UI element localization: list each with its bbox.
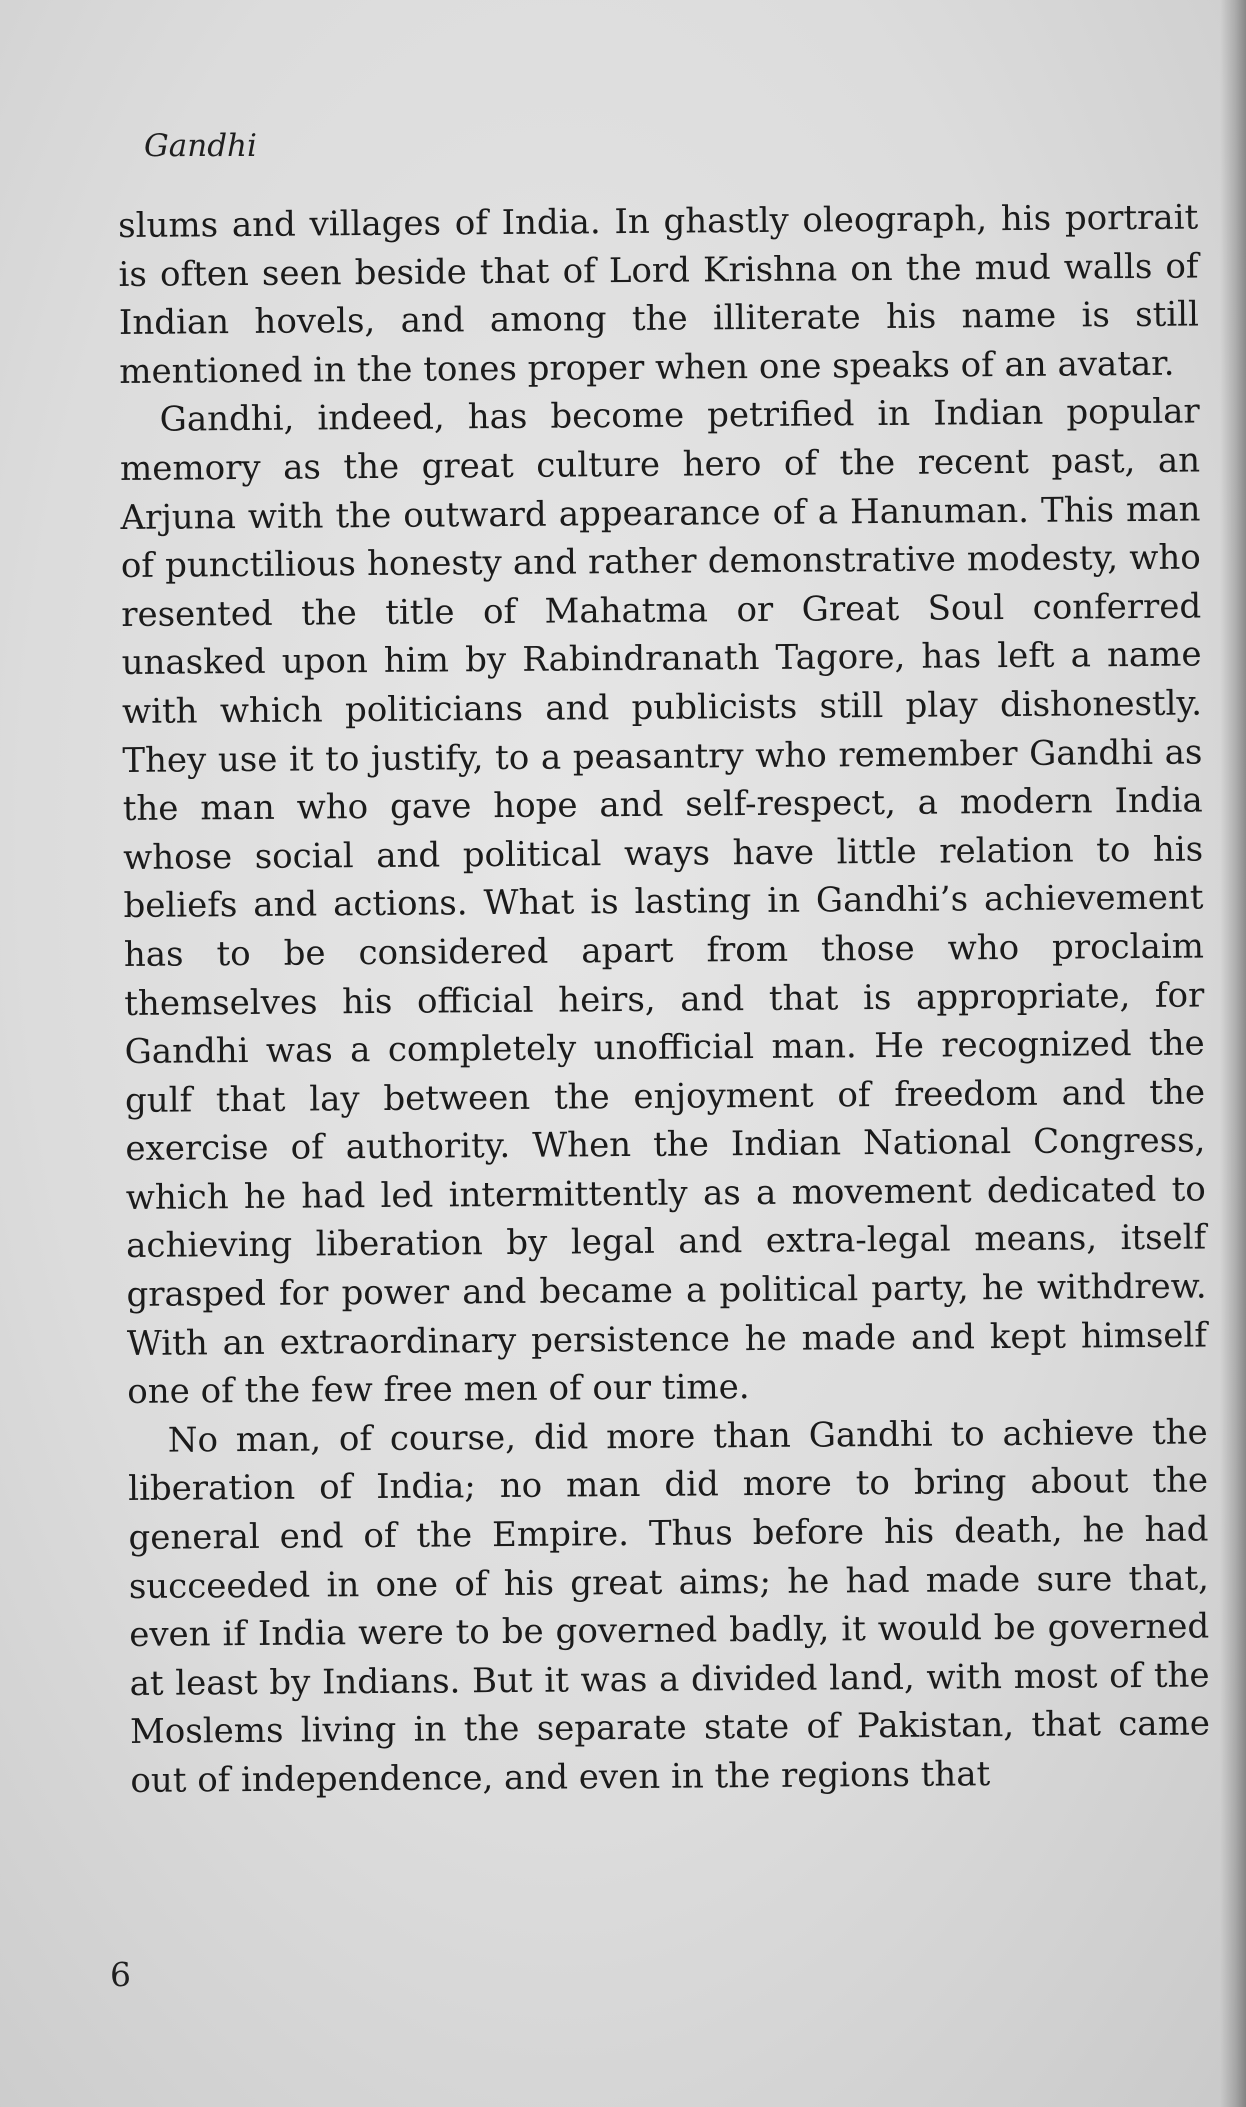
- body-text: [118, 194, 1211, 1806]
- paragraph-continued: slums and villages of India. In ghastly oleograph, his portrait is often seen beside that of Lord Krishna on the mud walls of Indian hovels, and among the illiterate his name is still mentioned in the tones proper when one speaks of an avatar.: [118, 197, 1200, 392]
- paragraph: No man, of course, did more than Gandhi to achieve the liberation of India; no man did more to bring about the general end of the Empire. Thus before his death, he had succeeded in one of his great aims; he had made sure that, even if India were to be governed badly, it would be governed at least by Indians. But it was a divided land, with most of the Moslems living in the separate state of Pakistan, that came out of independence, and even in the regions that: [127, 1412, 1211, 1801]
- running-head: Gandhi: [144, 128, 257, 164]
- paragraph: Gandhi, indeed, has become petrified in Indian popular memory as the great culture hero of the recent past, an Arjuna with the outward appearance of a Hanuman. This man of punctilious honesty and rather demonstrative modesty, who resented the title of Mahatma or Great Soul conferred unasked upon him by Rabindranath Tagore, has left a name with which politicians and publicists still play dishonestly. They use it to justify, to a peasantry who remember Gandhi as the man who gave hope and self-respect, a modern India whose social and political ways have little relation to his beliefs and actions. What is lasting in Gandhi’s achievement has to be considered apart from those who proclaim themselves his official heirs, and that is appropriate, for Gandhi was a completely unofficial man. He recognized the gulf that lay between the enjoyment of freedom and the exercise of authority. When the Indian National Congress, which he had led intermittently as a movement dedicated to achieving liberation by legal and extra-legal means, itself grasped for power and became a political party, he withdrew. With an extraordinary persistence he made and kept himself one of the few free men of our time.: [119, 391, 1208, 1413]
- page-number: 6: [110, 1955, 131, 1994]
- page-shadow-edge: [1220, 0, 1246, 2107]
